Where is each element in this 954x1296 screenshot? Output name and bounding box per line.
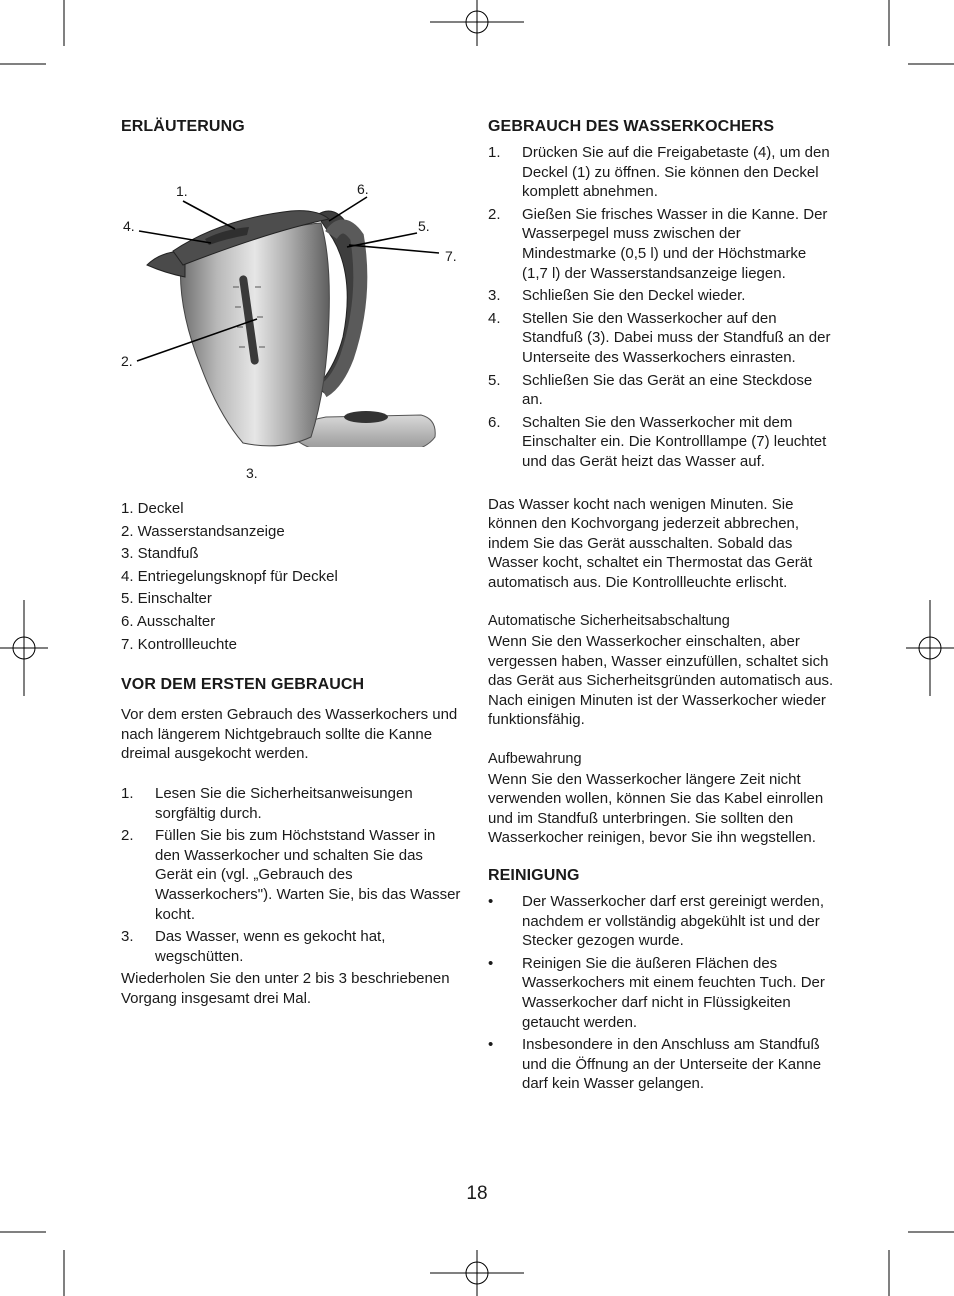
section-heading-erlaeuterung: ERLÄUTERUNG [121,118,245,135]
step-text: Füllen Sie bis zum Höchststand Wasser in den Wasserkocher und schalten Sie das Gerät ein (vgl. „Gebrauch des Wasserkochers"). Warten Sie, bis das Wasser kocht. [155,827,461,923]
page-number: 18 [466,1183,488,1204]
gebrauch-steps-list [488,143,834,472]
reinigung-list [488,892,834,1094]
gebrauch-step-item [488,286,834,306]
reinigung-text: Der Wasserkocher darf erst gereinigt werden, nachdem er vollständig abgekühlt ist und der Stecker gezogen wurde. [522,893,825,950]
gebrauch-step-item [488,143,834,202]
parts-list-item: 1. Deckel [121,500,184,517]
reinigung-text: Insbesondere in den Anschluss am Standfuß und die Öffnung an der Unterseite der Kanne darf kein Wasser gelangen. [522,1036,822,1093]
kettle-diagram [121,147,461,481]
step-number: 1. [488,144,501,161]
step-number: 1. [121,784,134,802]
kettle-illustration [121,147,461,447]
step-text: Drücken Sie auf die Freigabetaste (4), um den Deckel (1) zu öffnen. Sie können den Deckel komplett abnehmen. [522,144,830,201]
bullet: • [488,893,494,910]
step-number: 3. [121,928,134,946]
vor-intro-paragraph: Vor dem ersten Gebrauch des Wasserkochers und nach längerem Nichtgebrauch sollte die Kanne dreimal ausgekocht werden. [121,706,458,763]
step-number: 4. [488,309,501,327]
step-text: Stellen Sie den Wasserkocher auf den Standfuß (3). Dabei muss der Standfuß an der Unterseite des Wasserkochers einrasten. [522,309,831,366]
gebrauch-step-item [488,205,834,283]
step-text: Schließen Sie den Deckel wieder. [522,287,746,305]
aufbewahrung-text: Wenn Sie den Wasserkocher längere Zeit nicht verwenden wollen, können Sie das Kabel einrollen und im Standfuß unterbringen. Sie sollten den Wasserkocher reinigen, bevor Sie ihn wegstellen. [488,770,824,847]
callout-1: 1. [176,183,188,199]
step-number: 2. [121,827,134,845]
step-text: Gießen Sie frisches Wasser in die Kanne. Der Wasserpegel muss zwischen der Mindestmarke (0,5 l) und der Höchstmarke (1,7 l) der Wasserstandsanzeige liegen. [522,205,828,282]
step-number: 2. [488,205,501,223]
step-number: 3. [488,287,501,305]
section-heading-vor-dem-ersten-gebrauch: VOR DEM ERSTEN GEBRAUCH [121,676,365,694]
parts-list [121,499,461,654]
callout-6: 6. [357,181,369,197]
vor-step-item [121,826,461,924]
auto-abschaltung-text-1: Wenn Sie den Wasserkocher einschalten, aber vergessen haben, Wasser einzufüllen, schaltet sich das Gerät aus Sicherheitsgründen automatisch aus. [488,633,834,690]
section-heading-gebrauch: GEBRAUCH DES WASSERKOCHERS [488,118,775,135]
step-number: 5. [488,371,501,389]
step-text: Lesen Sie die Sicherheitsanweisungen sorgfältig durch. [155,784,413,822]
reinigung-text: Reinigen Sie die äußeren Flächen des Wasserkochers mit einem feuchten Tuch. Der Wasserkocher darf nicht in Flüssigkeiten getaucht werden. [522,954,825,1031]
bullet: • [488,1036,494,1054]
parts-list-item: 6. Ausschalter [121,612,216,630]
step-text: Schließen Sie das Gerät an eine Steckdose an. [522,371,813,409]
callout-5: 5. [418,218,430,234]
callout-7: 7. [445,248,457,264]
gebrauch-step-item [488,413,834,472]
vor-steps-list [121,784,461,966]
gebrauch-step-item [488,309,834,368]
parts-list-item: 3. Standfuß [121,545,199,563]
callout-4: 4. [123,218,135,234]
step-text: Schalten Sie den Wasserkocher mit dem Einschalter ein. Die Kontrolllampe (7) leuchtet und das Gerät heizt das Wasser auf. [522,413,827,470]
parts-list-item: 7. Kontrollleuchte [121,635,237,653]
step-text: Das Wasser, wenn es gekocht hat, wegschütten. [155,928,386,965]
reinigung-item [488,954,834,1032]
reinigung-item [488,1035,834,1094]
callout-3: 3. [246,465,258,481]
callout-2: 2. [121,353,133,369]
subheading-aufbewahrung: Aufbewahrung [488,751,582,768]
auto-abschaltung-text-2: Nach einigen Minuten ist der Wasserkocher wieder funktionsfähig. [488,691,826,729]
step-number: 6. [488,413,501,431]
gebrauch-paragraph: Das Wasser kocht nach wenigen Minuten. Sie können den Kochvorgang jederzeit abbrechen, indem Sie das Gerät ausschalten. Sobald das Wasser kocht, schaltet ein Thermostat das Gerät automatisch aus. Die Kontrollleuchte erlischt. [488,495,813,591]
bullet: • [488,954,494,972]
parts-list-item: 5. Einschalter [121,590,212,608]
section-heading-reinigung: REINIGUNG [488,867,580,884]
parts-list-item: 2. Wasserstandsanzeige [121,522,285,540]
vor-outro-paragraph: Wiederholen Sie den unter 2 bis 3 beschriebenen Vorgang insgesamt drei Mal. [121,970,450,1007]
parts-list-item: 4. Entriegelungsknopf für Deckel [121,567,338,585]
gebrauch-step-item [488,371,834,410]
right-column [488,117,834,1097]
vor-step-item [121,784,461,823]
reinigung-item [488,892,834,951]
left-column [121,117,461,1008]
vor-step-item [121,927,461,966]
subheading-auto-abschaltung: Automatische Sicherheitsabschaltung [488,613,730,630]
